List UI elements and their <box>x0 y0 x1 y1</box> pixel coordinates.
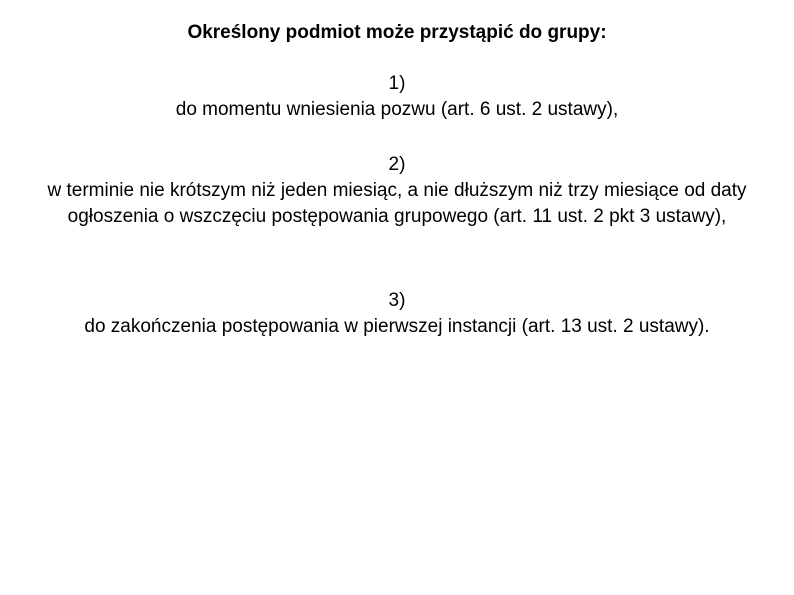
list-item-text: do zakończenia postępowania w pierwszej instancji (art. 13 ust. 2 ustawy). <box>84 316 710 337</box>
list-item-text: do momentu wniesienia pozwu (art. 6 ust. 2 ustawy), <box>175 99 619 120</box>
list-item-2 <box>30 152 764 230</box>
list-item-number: 3) <box>388 290 406 311</box>
list-item-number: 2) <box>388 154 406 175</box>
list-item-number: 1) <box>388 73 406 94</box>
list-item-1 <box>30 71 764 123</box>
page-title: Określony podmiot może przystąpić do grupy: <box>187 22 607 43</box>
list-item-text: w terminie nie krótszym niż jeden miesiąc, a nie dłuższym niż trzy miesiące od daty ogłoszenia o wszczęciu postępowania grupowego (art. 11 ust. 2 pkt 3 ustawy), <box>47 180 747 227</box>
list-item-3 <box>30 288 764 340</box>
